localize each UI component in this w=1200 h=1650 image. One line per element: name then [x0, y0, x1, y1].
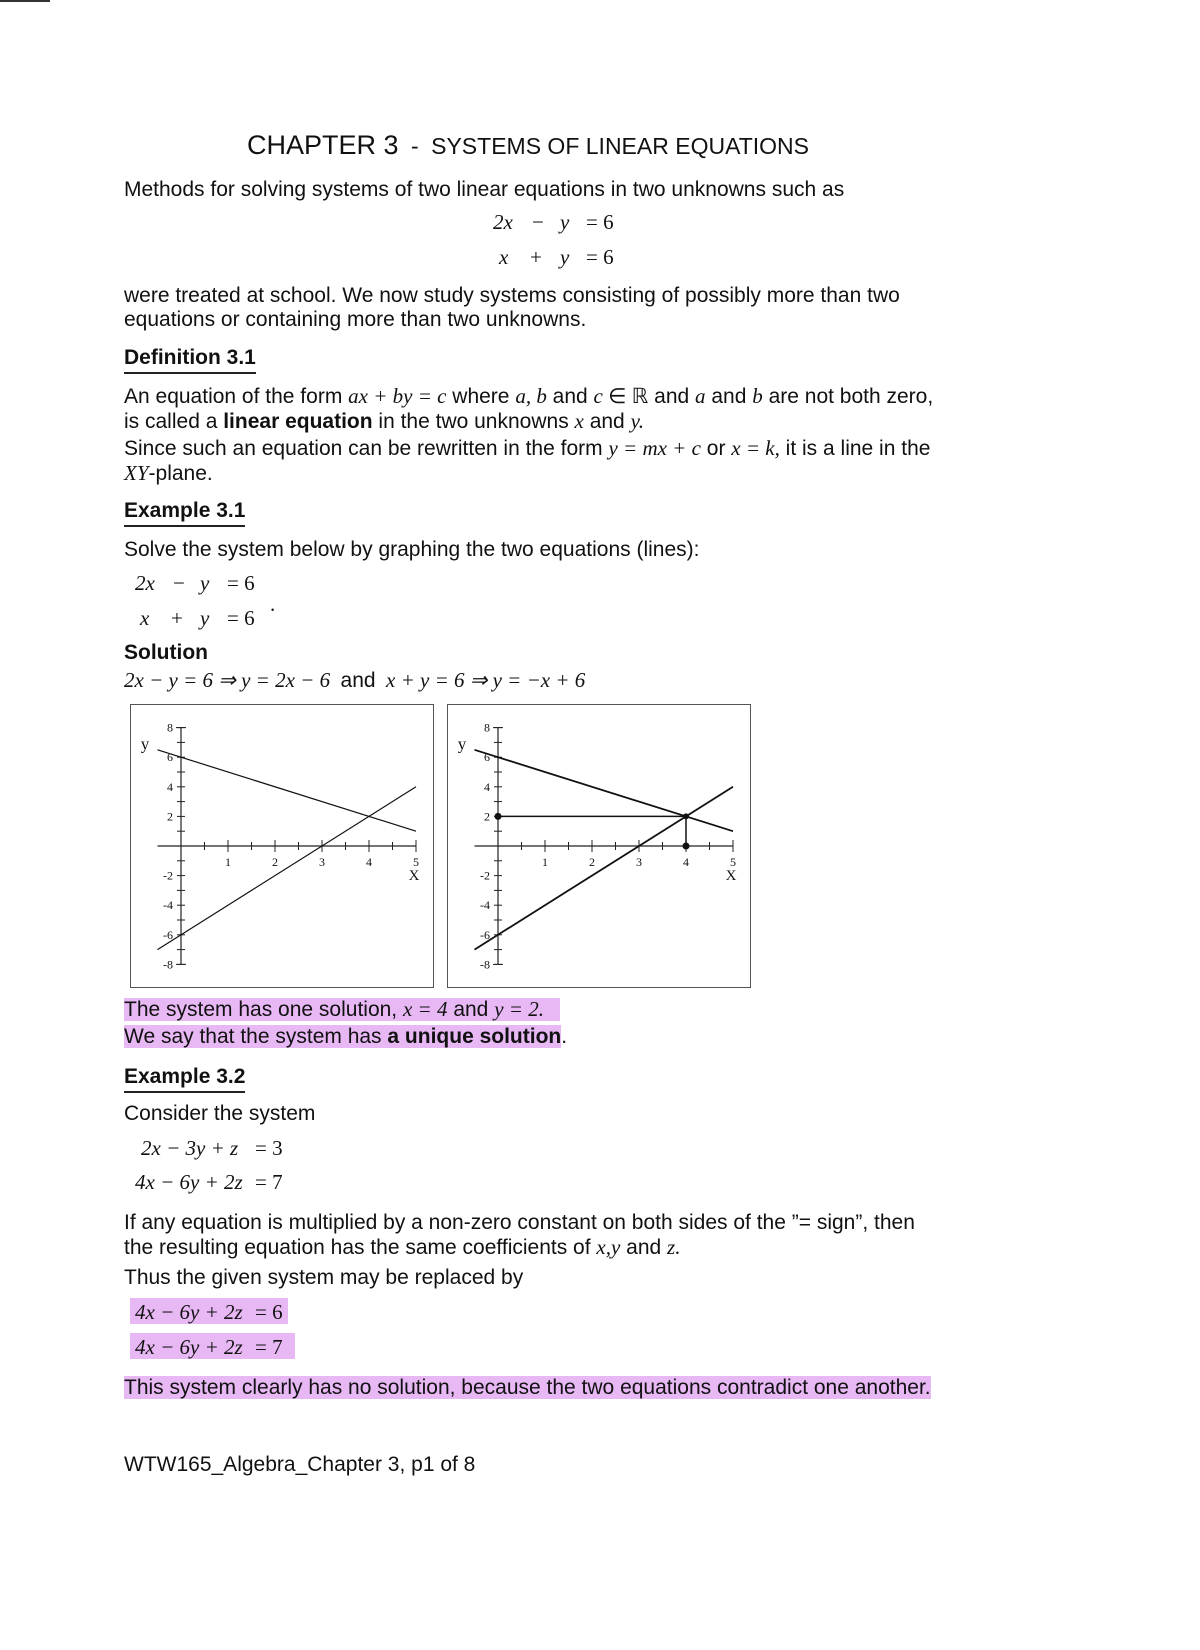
y-tick-label: -8 [163, 957, 173, 972]
intro-line-3: equations or containing more than two unknowns. [124, 308, 587, 331]
y-tick-label: 2 [484, 809, 490, 824]
chapter-subtitle: SYSTEMS OF LINEAR EQUATIONS [431, 133, 809, 159]
formula: ax + by = c [348, 384, 447, 408]
chapter-label: CHAPTER 3 [247, 130, 399, 160]
definition-line-2: is called a linear equation in the two unknowns x and y. [124, 409, 644, 433]
scan-mark [0, 0, 50, 2]
y-tick-label: -4 [480, 898, 490, 913]
page-title [247, 130, 809, 161]
x-tick-label: 3 [636, 855, 642, 869]
y-tick-label: -4 [163, 898, 173, 913]
title-dash: - [411, 133, 419, 159]
y-tick-label: -2 [480, 868, 490, 883]
x-tick-label: 1 [225, 855, 231, 869]
series-line-1 [158, 787, 417, 950]
y-tick-label: 4 [484, 779, 490, 794]
series-line-1 [475, 787, 734, 950]
x-tick-label: 2 [272, 855, 278, 869]
x-tick-label: 4 [683, 855, 689, 869]
x-tick-label: 5 [413, 855, 419, 869]
y-tick-label: -6 [480, 927, 490, 942]
solution-derivation: 2x − y = 6 ⇒ y = 2x − 6 and x + y = 6 ⇒ y = −x + 6 [124, 668, 586, 692]
result-line-1: The system has one solution, x = 4 and y = 2. [124, 997, 560, 1022]
term-linear-equation: linear equation [223, 410, 373, 433]
y-tick-label: 4 [167, 779, 173, 794]
y-tick-label: 8 [484, 720, 490, 735]
y-tick-label: -6 [163, 927, 173, 942]
intro-line-2: were treated at school. We now study systems consisting of possibly more than two [124, 284, 900, 307]
y-tick-label: 6 [167, 750, 173, 765]
y-tick-label: -2 [163, 868, 173, 883]
x-tick-label: 1 [542, 855, 548, 869]
graph-right [447, 704, 751, 988]
graph-right-plot [448, 705, 750, 987]
graph-left-plot [131, 705, 433, 987]
y-tick-label: 8 [167, 720, 173, 735]
example-3-1-heading: Example 3.1 [124, 499, 245, 527]
definition-line-3: Since such an equation can be rewritten in the form y = mx + c or x = k, it is a line in the [124, 436, 931, 460]
y-intercept-dot [495, 813, 502, 820]
x-axis-label: X [725, 868, 737, 884]
series-line-2 [475, 750, 734, 831]
definition-line-1: An equation of the form ax + by = c where a, b and c ∈ ℝ and a and b are not both zero, [124, 384, 934, 408]
x-tick-label: 2 [589, 855, 595, 869]
intro-line-1: Methods for solving systems of two linear equations in two unknowns such as [124, 178, 845, 201]
y-tick-label: 2 [167, 809, 173, 824]
x-tick-label: 3 [319, 855, 325, 869]
series-line-2 [158, 750, 417, 831]
graph-left [130, 704, 434, 988]
page-footer: WTW165_Algebra_Chapter 3, p1 of 8 [124, 1453, 476, 1476]
example-3-1-prompt: Solve the system below by graphing the two equations (lines): [124, 538, 700, 561]
example-3-2-prompt: Consider the system [124, 1102, 316, 1125]
x-tick-label: 4 [366, 855, 372, 869]
result-line-2: We say that the system has a unique solution. [124, 1025, 568, 1048]
y-tick-label: 6 [484, 750, 490, 765]
example-3-2-para-2: the resulting equation has the same coefficients of x,y and z. [124, 1235, 681, 1259]
example-3-2-para-1: If any equation is multiplied by a non-zero constant on both sides of the ”= sign”, then [124, 1211, 915, 1234]
x-tick-label: 5 [730, 855, 736, 869]
definition-heading: Definition 3.1 [124, 346, 256, 374]
x-intercept-dot [683, 843, 690, 850]
x-axis-label: X [408, 868, 420, 884]
definition-line-4: XY-plane. [124, 461, 213, 485]
y-axis-label: y [457, 734, 467, 754]
example-3-2-conclusion: This system clearly has no solution, because the two equations contradict one another. [124, 1376, 931, 1399]
intersection-point [683, 813, 689, 819]
y-axis-label: y [140, 734, 150, 754]
y-tick-label: -8 [480, 957, 490, 972]
solution-heading: Solution [124, 641, 208, 664]
example-3-2-heading: Example 3.2 [124, 1065, 245, 1093]
term-unique-solution: a unique solution [387, 1025, 562, 1048]
example-3-2-para-3: Thus the given system may be replaced by [124, 1266, 524, 1289]
